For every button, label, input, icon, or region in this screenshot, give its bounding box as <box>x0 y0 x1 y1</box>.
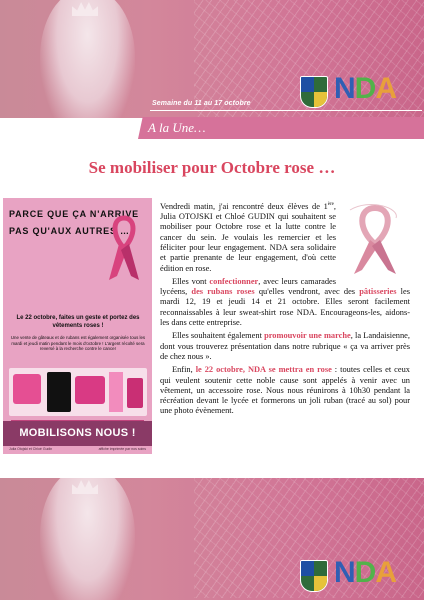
header-banner <box>0 0 424 118</box>
poster-cta: MOBILISONS NOUS ! <box>3 421 152 446</box>
article-text: , avec leurs camarades lycéens, <box>160 276 336 297</box>
nda-logo-text: NDA <box>334 556 397 589</box>
article-paragraph <box>160 277 410 328</box>
article-text: : toutes celles et ceux qui veulent soutenir cette noble cause sont appelés à venir avec un vêtement, un accessoire rose. Nous nous réunirons à 10h30 pendant la récréation devant le lycée et formerons un joli ruban (tracé au sol) pour une photo évènement. <box>160 365 410 416</box>
article-text: , Julia OTOJSKI et Chloé GUDIN qui souhaitent se mobiliser pour Octobre rose et la lutte contre le cancer du sein. Je voulais les remercier et les féliciter pour leur engagement. NDA sera solidaire et partie prenante de leur engagement, d'où cette édition en rose. <box>160 201 336 273</box>
article-paragraph <box>160 200 410 274</box>
article-text: , la Landaisienne, dont vous trouverez présentation dans notre rubrique « ça va arriver près de chez nous ». <box>160 331 410 361</box>
poster-credit: Julia Otojski et Chloé Gudin <box>9 447 53 451</box>
crest-icon <box>300 76 328 108</box>
page-title: Se mobiliser pour Octobre rose … <box>88 158 336 177</box>
article-paragraph <box>160 365 410 416</box>
section-label: A la Une… <box>148 120 206 135</box>
article-text: qu'elles vendront, avec des <box>254 287 360 297</box>
crest-icon <box>300 560 328 592</box>
footer-banner <box>0 478 424 600</box>
article-text: Vendredi matin, j'ai rencontré deux élèves de 1 <box>160 201 328 211</box>
poster-details: Une vente de gâteaux et de rubans est également organisée tous les mardi et jeudi matin pendant le mois d'octobre ! L'argent récolté sera reversé à la recherche contre le cancer <box>10 335 146 352</box>
clothes-photo <box>9 368 147 416</box>
article-paragraph <box>160 331 410 362</box>
divider <box>150 110 422 111</box>
pink-ribbon-icon <box>107 214 141 284</box>
nda-logo-text: NDA <box>334 72 397 105</box>
article-body <box>160 200 410 420</box>
poster-image <box>3 198 152 454</box>
statue-image <box>40 478 135 600</box>
school-logo <box>300 556 412 596</box>
highlight-text: promouvoir une marche <box>264 331 351 341</box>
article-text: Elles vont <box>172 276 210 286</box>
highlight-text: le 22 octobre, NDA se mettra en rose <box>195 365 332 375</box>
poster-subtitle: Le 22 octobre, faites un geste et portez des vêtements roses ! <box>16 315 140 329</box>
poster-headline: PARCE QUE ÇA N'ARRIVE PAS QU'AUX AUTRES … <box>9 209 139 236</box>
week-label: Semaine du 11 au 17 octobre <box>152 100 251 107</box>
highlight-text: des rubans roses <box>191 287 255 297</box>
pink-ribbon-icon <box>340 200 410 276</box>
article-text: Enfin, <box>172 365 196 375</box>
article-text: Elles souhaitent également <box>172 331 265 341</box>
article-text: les mardi 12, 19 et jeudi 14 et 21 octobre. Elles seront facilement reconnaissables à leur sweat-shirt rose NDA. Encourageons-les, aidons-les dans cette entreprise. <box>160 287 410 328</box>
school-logo <box>300 72 412 112</box>
statue-image <box>40 0 135 118</box>
highlight-text: confectionner <box>209 276 259 286</box>
highlight-text: pâtisseries <box>359 287 397 297</box>
article-text: ère <box>327 202 334 207</box>
poster-print-note: affiche imprimée par nos soins <box>98 447 146 451</box>
